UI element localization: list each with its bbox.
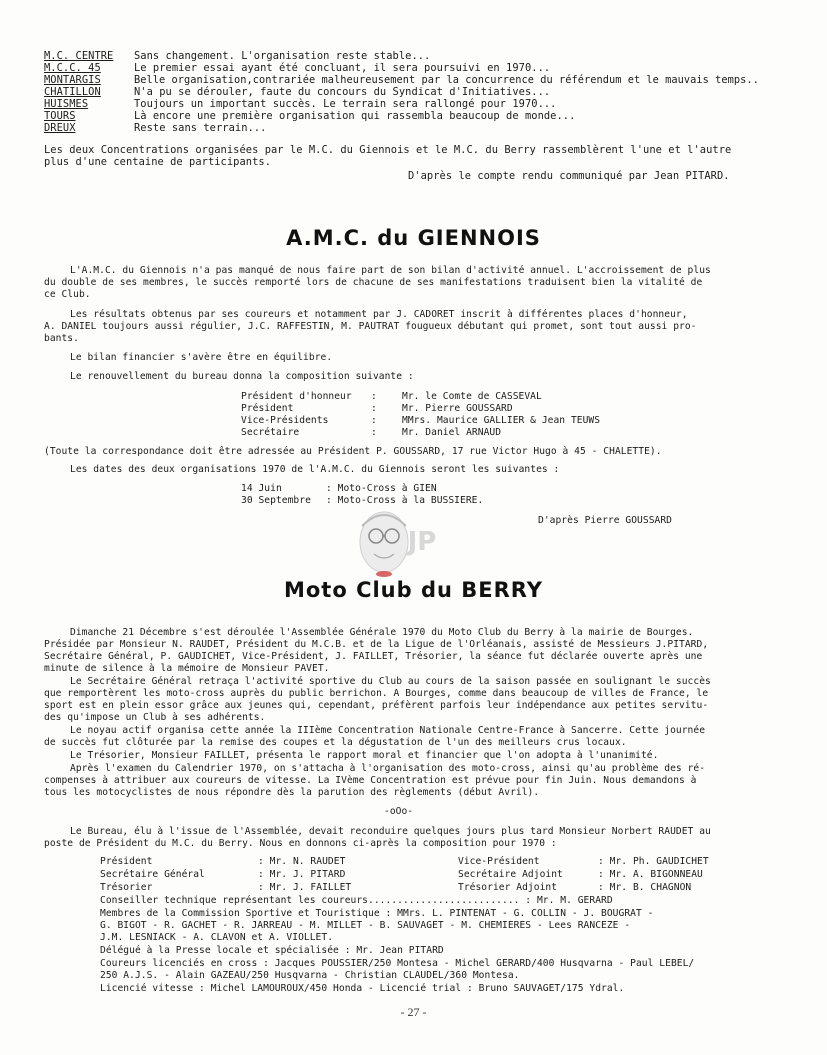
bureau-role: Secrétaire — [241, 427, 300, 438]
club-text: Là encore une première organisation qui rassembla beaucoup de monde... — [134, 110, 576, 122]
bureau-name: Mr. Pierre GOUSSARD — [402, 403, 513, 414]
club-text: Sans changement. L'organisation reste stable... — [134, 50, 431, 62]
club-name: MONTARGIS — [44, 74, 101, 86]
bureau-name: : Mr. Ph. GAUDICHET — [598, 856, 709, 867]
paragraph-line: minute de silence à la mémoire de Monsieur PAVET. — [44, 663, 330, 674]
paragraph-line: Le renouvellement du bureau donna la composition suivante : — [70, 371, 414, 382]
paragraph-line: que remportèrent les moto-cross auprès du public berrichon. A Bourges, comme dans beaucoup de villes de France, le — [44, 688, 709, 699]
bureau-role: Vice-Présidents — [241, 415, 329, 426]
paragraph-line: Présidée par Monsieur N. RAUDET, Président du M.C.B. et de la Ligue de l'Orléanais, assisté de Messieurs J.PITARD, — [44, 639, 709, 650]
bureau-role: Secrétaire Général — [100, 869, 205, 880]
bureau-role: Trésorier Adjoint — [458, 882, 558, 893]
paragraph-line: Le Trésorier, Monsieur FAILLET, présenta le rapport moral et financier que l'on adopta à l'unanimité. — [70, 750, 659, 761]
paragraph-line: ce Club. — [44, 289, 91, 300]
paragraph-line: Conseiller technique représentant les coureurs.......................... : Mr. M. GERARD — [100, 895, 613, 906]
paragraph-line: Délégué à la Presse locale et spécialisée : Mr. Jean PITARD — [100, 945, 444, 956]
bureau-name: Mr. Daniel ARNAUD — [402, 427, 502, 438]
bureau-colon: : — [371, 391, 377, 402]
club-name: DREUX — [44, 122, 76, 134]
paragraph-line: Après l'examen du Calendrier 1970, on s'attacha à l'organisation des moto-cross, ainsi qu'au problème des ré- — [70, 763, 706, 774]
bureau-name: : Mr. J. FAILLET — [258, 882, 352, 893]
paragraph-line: sport est en plein essor grâce aux jeunes qui, cependant, préfèrent parfois leur indépendance aux petites servitu- — [44, 700, 709, 711]
section-title-berry: Moto Club du BERRY — [283, 578, 544, 602]
portrait-stamp — [350, 496, 446, 578]
paragraph-line: bants. — [44, 333, 79, 344]
paragraph-line: Le noyau actif organisa cette année la IIIème Concentration Nationale Centre-France à Sancerre. Cette journée — [70, 725, 706, 736]
paragraph-line: Les dates des deux organisations 1970 de l'A.M.C. du Giennois seront les suivantes : — [70, 464, 560, 475]
svg-text:JP: JP — [407, 527, 437, 557]
bureau-name: : Mr. N. RAUDET — [258, 856, 346, 867]
paragraph-line: Le Secrétaire Général retraça l'activité sportive du Club au cours de la saison passée en soulignant le succès — [70, 676, 711, 687]
paragraph-line: G. BIGOT - R. GACHET - R. JARREAU - M. MILLET - B. SAUVAGET - M. CHEMIERES - Lees RANCEZE - — [100, 920, 631, 931]
paragraph-line: L'A.M.C. du Giennois n'a pas manqué de nous faire part de son bilan d'activité annuel. L'accroissement de plus — [70, 265, 711, 276]
contact-line: (Toute la correspondance doit être adressée au Président P. GOUSSARD, 17 rue Victor Hugo à 45 - CHALETTE). — [44, 446, 662, 457]
bureau-colon: : — [371, 403, 377, 414]
bureau-name: MMrs. Maurice GALLIER & Jean TEUWS — [402, 415, 601, 426]
paragraph-line: Secrétaire Général, P. GAUDICHET, Vice-Président, J. FAILLET, Trésorier, la séance fut déclarée ouverte après une — [44, 651, 703, 662]
paragraph-line: des qu'impose un Club à ses adhérents. — [44, 712, 266, 723]
intro-line: plus d'une centaine de participants. — [44, 156, 272, 168]
club-name: CHATILLON — [44, 86, 101, 98]
bureau-name: Mr. le Comte de CASSEVAL — [402, 391, 542, 402]
bureau-colon: : — [371, 415, 377, 426]
paragraph-line: du double de ses membres, le succès remporté lors de chacune de ses manifestations traduisent bien la vitalité de — [44, 277, 703, 288]
bureau-role: Trésorier — [100, 882, 153, 893]
paragraph-line: Le Bureau, élu à l'issue de l'Assemblée, devait reconduire quelques jours plus tard Monsieur Norbert RAUDET au — [70, 826, 711, 837]
giennois-signature: D'après Pierre GOUSSARD — [538, 515, 672, 526]
bureau-role: Vice-Président — [458, 856, 540, 867]
bureau-role: Président — [241, 403, 294, 414]
paragraph-line: 250 A.J.S. - Alain GAZEAU/250 Husqvarna - Christian CLAUDEL/360 Montesa. — [100, 970, 520, 981]
bureau-name: : Mr. B. CHAGNON — [598, 882, 692, 893]
paragraph-line: Dimanche 21 Décembre s'est déroulée l'Assemblée Générale 1970 du Moto Club du Berry à la mairie de Bourges. — [70, 627, 694, 638]
club-name: M.C. CENTRE — [44, 50, 114, 62]
paragraph-line: Membres de la Commission Sportive et Touristique : MMrs. L. PINTENAT - G. COLLIN - J. BOUGRAT - — [100, 908, 654, 919]
paragraph-line: de succès fut clôturée par la remise des coupes et la dégustation de l'un des meilleurs crus locaux. — [44, 737, 627, 748]
club-text: N'a pu se dérouler, faute du concours du Syndicat d'Initiatives... — [134, 86, 551, 98]
club-text: Belle organisation,contrariée malheureusement par la concurrence du référendum et le mauvais temps.. — [134, 74, 759, 86]
paragraph-line: Coureurs licenciés en cross : Jacques POUSSIER/250 Montesa - Michel GERARD/400 Husqvarna - Paul LEBEL/ — [100, 958, 695, 969]
bureau-colon: : — [371, 427, 377, 438]
page-number: - 27 - — [400, 1005, 427, 1019]
event-name: : Moto-Cross à GIEN — [326, 483, 437, 494]
bureau-role: Président — [100, 856, 153, 867]
club-text: Toujours un important succès. Le terrain sera rallongé pour 1970... — [134, 98, 557, 110]
event-date: 30 Septembre — [241, 495, 311, 506]
paragraph-line: J.M. LESNIACK - A. CLAVON et A. VIOLLET. — [100, 932, 334, 943]
paragraph-line: A. DANIEL toujours aussi régulier, J.C. RAFFESTIN, M. PAUTRAT fougueux débutant qui promet, sont tout aussi pro- — [44, 321, 697, 332]
club-text: Le premier essai ayant été concluant, il sera poursuivi en 1970... — [134, 62, 551, 74]
paragraph-line: Licencié vitesse : Michel LAMOUROUX/450 Honda - Licencié trial : Bruno SAUVAGET/175 Ydral. — [100, 983, 625, 994]
intro-line: Les deux Concentrations organisées par le M.C. du Giennois et le M.C. du Berry rassemblèrent l'une et l'autre — [44, 144, 732, 156]
bureau-name: : Mr. J. PITARD — [258, 869, 346, 880]
bureau-name: : Mr. A. BIGONNEAU — [598, 869, 703, 880]
separator: -oOo- — [384, 806, 414, 817]
club-name: HUISMES — [44, 98, 89, 110]
paragraph-line: tous les motocyclistes de nous répondre dès la parution des règlements (début Avril). — [44, 787, 540, 798]
club-text: Reste sans terrain... — [134, 122, 267, 134]
paragraph-line: Le bilan financier s'avère être en équilibre. — [70, 352, 333, 363]
intro-signature: D'après le compte rendu communiqué par Jean PITARD. — [408, 170, 730, 182]
event-date: 14 Juin — [241, 483, 282, 494]
event-name: : Moto-Cross à la BUSSIERE. — [326, 495, 484, 506]
club-name: M.C.C. 45 — [44, 62, 101, 74]
bureau-role: Secrétaire Adjoint — [458, 869, 563, 880]
club-name: TOURS — [44, 110, 76, 122]
paragraph-line: poste de Président du M.C. du Berry. Nous en donnons ci-après la composition pour 1970 : — [44, 838, 557, 849]
paragraph-line: compenses à attribuer aux coureurs de vitesse. La IVème Concentration est prévue pour fin Juin. Nous demandons à — [44, 775, 697, 786]
section-title-giennois: A.M.C. du GIENNOIS — [286, 226, 541, 250]
paragraph-line: Les résultats obtenus par ses coureurs et notamment par J. CADORET inscrit à différentes places d'honneur, — [70, 309, 688, 320]
bureau-role: Président d'honneur — [241, 391, 352, 402]
